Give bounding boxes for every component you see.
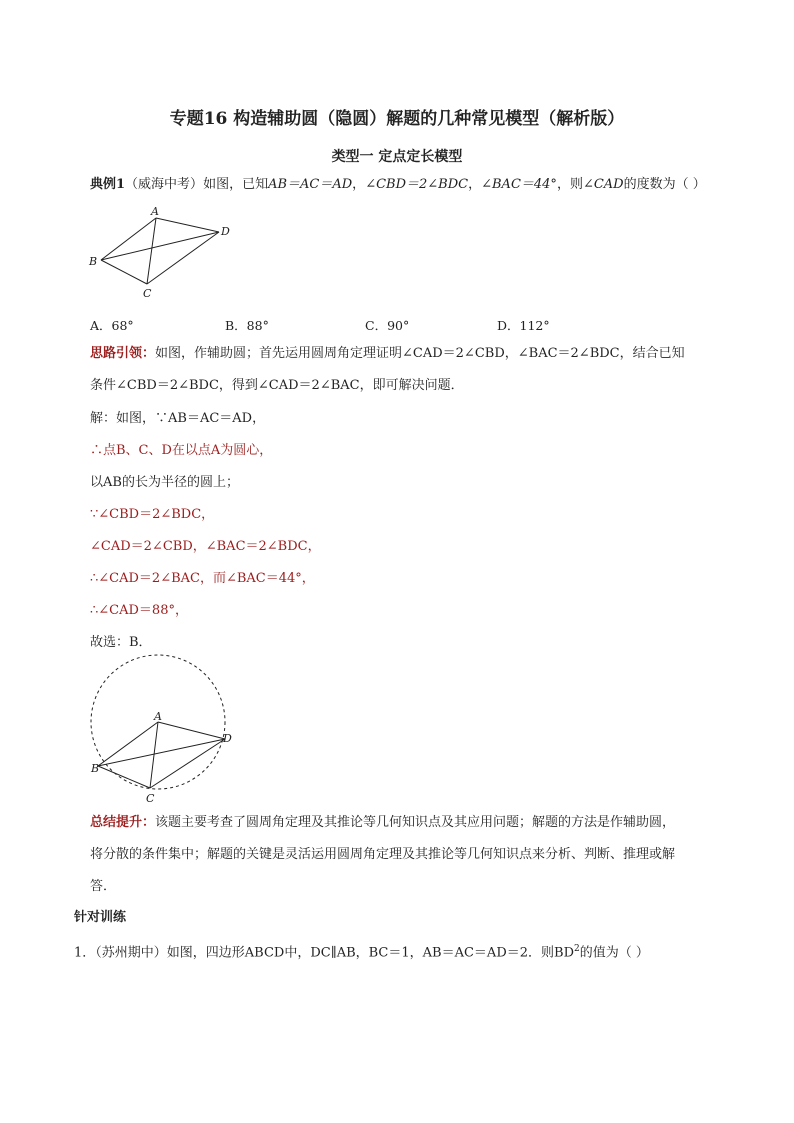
segment-ad [156,218,219,232]
example-source: （威海中考） [125,177,204,192]
option-c: C．90° [365,318,410,333]
question-text: 的度数为（ ） [623,177,706,192]
question-text: 如图，已知 [203,177,269,192]
separator: ， [468,177,482,192]
hint-paragraph [90,346,685,362]
option-b: B．88° [225,318,269,333]
solution-step-3: 以AB的长为半径的圆上； [90,475,239,490]
quadrilateral-figure [80,200,250,305]
segment-bc [101,260,147,284]
point-label-a: A [151,205,159,218]
point-label-b: B [91,762,100,775]
summary-paragraph [90,815,675,831]
point-label-d: D [223,732,232,745]
summary-line-1: 该题主要考查了圆周角定理及其推论等几何知识点及其应用问题；解题的方法是作辅助圆， [155,815,676,830]
condition-angle-cbd: ∠CBD＝2∠BDC [365,177,469,192]
summary-line-3: 答． [90,879,117,894]
question-text: ，则 [556,177,583,192]
auxiliary-circle-figure [80,650,240,810]
hint-line-1: 如图，作辅助圆；首先运用圆周角定理证明∠CAD＝2∠CBD，∠BAC＝2∠BDC，结合已知 [155,346,685,361]
practice-heading: 针对训练 [74,910,127,925]
example-label: 典例1 [90,177,126,192]
summary-line-2: 将分散的条件集中；解题的关键是灵活运用圆周角定理及其推论等几何知识点来分析、判断、推理或解 [90,847,676,862]
hint-line-2: 条件∠CBD＝2∠BDC，得到∠CAD＝2∠BAC，即可解决问题． [90,378,464,393]
practice-question-1 [74,941,649,961]
option-d: D．112° [497,318,550,333]
question-1-text-end: 的值为（ ） [579,945,649,961]
asked-angle-cad: ∠CAD [582,177,624,192]
solution-step-6: ∴∠CAD＝2∠BAC，而∠BAC＝44°， [90,571,315,586]
exponent: 2 [574,944,580,954]
segment-cd [147,232,219,284]
segment-cd [150,739,225,788]
segment-ac [147,218,156,284]
condition-angle-bac: ∠BAC＝44° [481,177,557,192]
point-label-c: C [143,287,152,300]
point-label-b: B [89,255,98,268]
solution-step-7: ∴∠CAD＝88°， [90,603,188,618]
hint-label: 思路引领： [90,346,156,361]
segment-ad [158,722,225,739]
type-heading: 类型一 定点定长模型 [331,149,463,165]
page-title: 专题16 构造辅助圆（隐圆）解题的几种常见模型（解析版） [169,109,625,129]
solution-step-5: ∠CAD＝2∠CBD，∠BAC＝2∠BDC， [90,539,321,554]
point-label-a: A [154,710,162,723]
point-label-d: D [221,225,230,238]
example-question [90,177,706,193]
point-label-c: C [146,792,155,805]
solution-answer: 故选：B． [90,635,152,650]
solution-step-2: ∴点B、C、D在以点A为圆心， [90,443,273,458]
summary-label: 总结提升： [90,815,156,830]
separator: ， [352,177,366,192]
solution-step-1: 解：如图，∵AB＝AC＝AD， [90,411,266,426]
segment-bc [98,766,150,788]
question-1-text: 1．（苏州期中）如图，四边形ABCD中，DC∥AB，BC＝1，AB＝AC＝AD＝2．则BD [74,945,574,961]
solution-step-4: ∵∠CBD＝2∠BDC， [90,507,215,522]
condition-equal-sides: AB＝AC＝AD [268,177,353,192]
option-a: A．68° [90,318,134,333]
